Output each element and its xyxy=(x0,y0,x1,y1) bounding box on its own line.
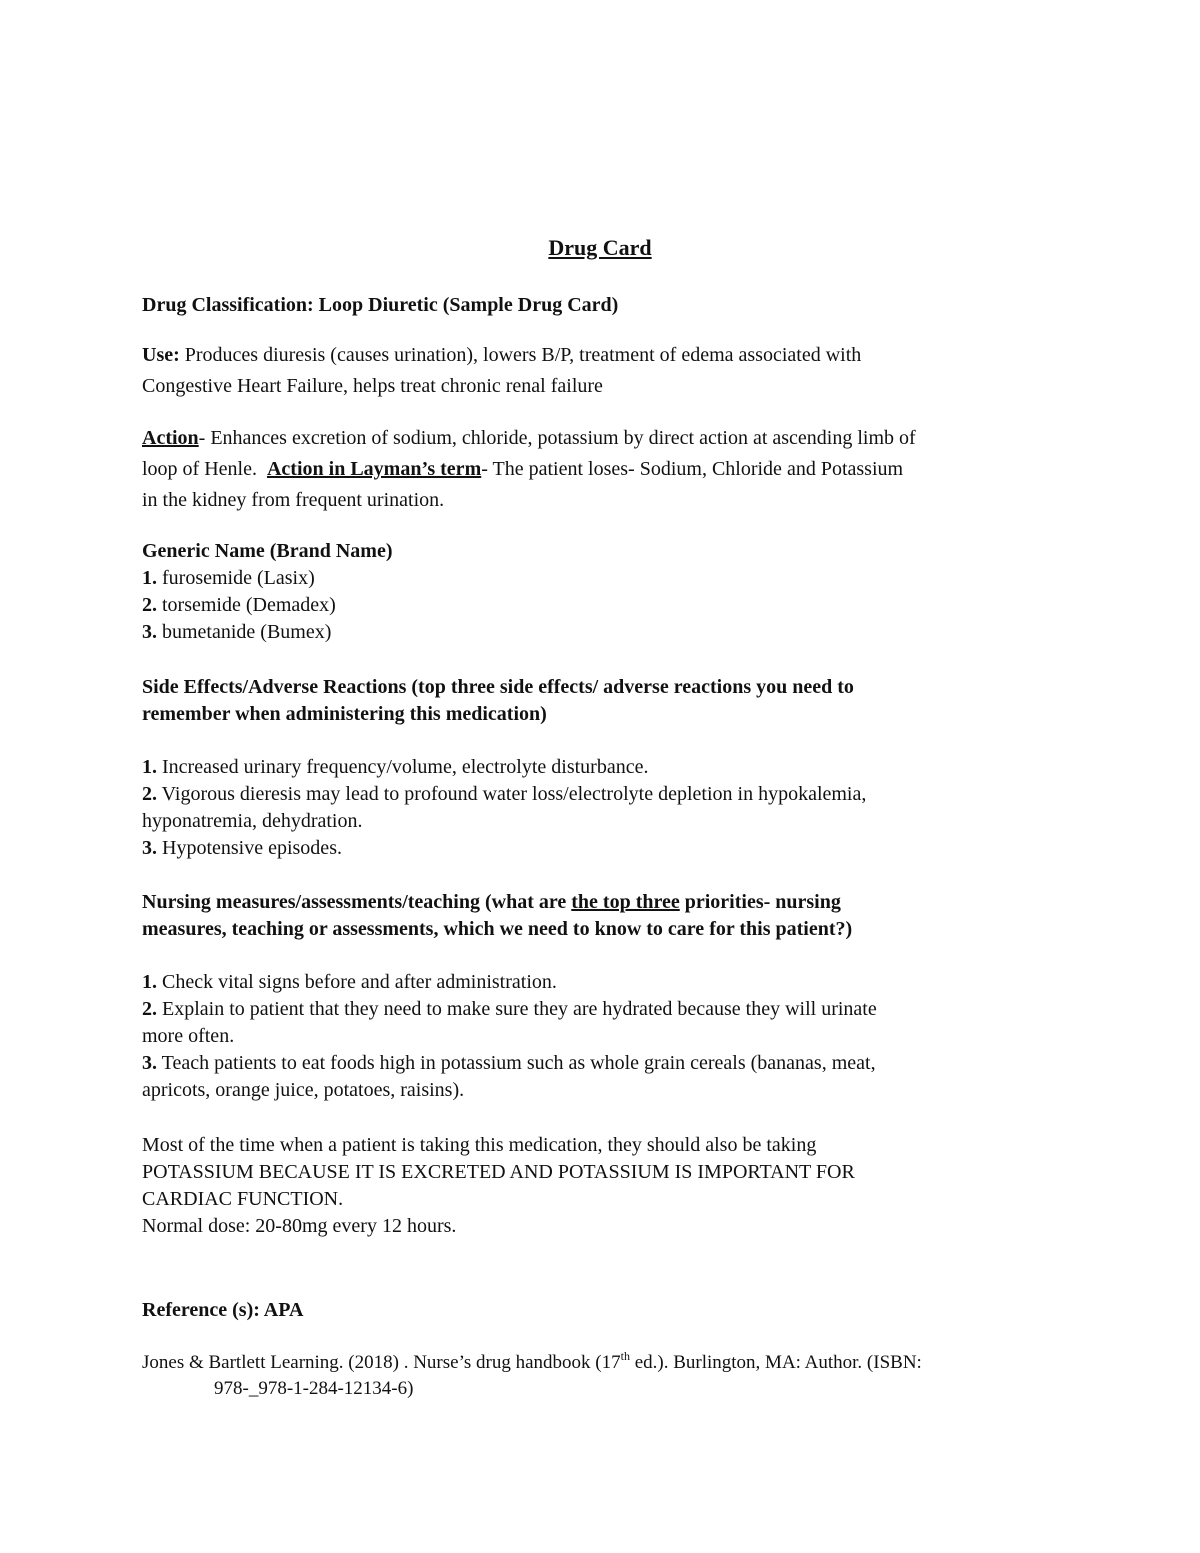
reference-section xyxy=(142,1300,1072,1398)
use-text-line2: Congestive Heart Failure, helps treat chronic renal failure xyxy=(142,375,603,397)
classification-value: Loop Diuretic (Sample Drug Card) xyxy=(318,294,619,316)
page-title: Drug Card xyxy=(548,235,652,260)
classification-label: Drug Classification: xyxy=(142,294,314,316)
drug-classification xyxy=(142,295,1072,315)
nursing-heading-post: priorities- nursing xyxy=(684,891,841,913)
nursing-heading-pre: Nursing measures/assessments/teaching (what are xyxy=(142,891,567,913)
nursing-heading-underlined: the top three xyxy=(571,891,680,913)
reference-citation: Jones & Bartlett Learning. (2018) . Nurse’s drug handbook (17th ed.). Burlington, MA: Author. (ISBN: xyxy=(142,1349,922,1373)
action-section xyxy=(142,428,1072,510)
generic-heading: Generic Name (Brand Name) xyxy=(142,540,393,562)
side-effects-section xyxy=(142,677,1072,858)
action-text-line1: - Enhances excretion of sodium, chloride, potassium by direct action at ascending limb of xyxy=(198,427,916,449)
note-line3: CARDIAC FUNCTION. xyxy=(142,1188,344,1210)
list-item: 2. Explain to patient that they need to make sure they are hydrated because they will urinate xyxy=(142,998,877,1020)
action-text-line3: in the kidney from frequent urination. xyxy=(142,489,445,511)
list-item-continuation: hyponatremia, dehydration. xyxy=(142,810,363,832)
action-text-line2-pre: loop of Henle. xyxy=(142,458,257,480)
list-item: 1. Check vital signs before and after administration. xyxy=(142,971,557,993)
list-item-continuation: apricots, orange juice, potatoes, raisins). xyxy=(142,1079,465,1101)
use-text-line1: Produces diuresis (causes urination), lowers B/P, treatment of edema associated with xyxy=(184,344,862,366)
note-line2: POTASSIUM BECAUSE IT IS EXCRETED AND POTASSIUM IS IMPORTANT FOR xyxy=(142,1161,855,1183)
list-item: 1. furosemide (Lasix) xyxy=(142,567,315,589)
action-layman-label: Action in Layman’s term xyxy=(266,458,482,480)
list-item: 1. Increased urinary frequency/volume, electrolyte disturbance. xyxy=(142,756,649,778)
generic-names-section xyxy=(142,541,1072,642)
list-item-continuation: more often. xyxy=(142,1025,235,1047)
potassium-note xyxy=(142,1135,1072,1236)
nursing-heading-line2: measures, teaching or assessments, which we need to know to care for this patient?) xyxy=(142,918,853,940)
normal-dose: Normal dose: 20-80mg every 12 hours. xyxy=(142,1215,457,1237)
use-section xyxy=(142,345,1072,396)
action-text-line2-post: - The patient loses- Sodium, Chloride and Potassium xyxy=(481,458,904,480)
side-effects-heading-line2: remember when administering this medication) xyxy=(142,703,547,725)
note-line1: Most of the time when a patient is taking this medication, they should also be taking xyxy=(142,1134,817,1156)
list-item: 3. Hypotensive episodes. xyxy=(142,837,342,859)
use-label: Use: xyxy=(142,344,180,366)
reference-isbn: 978-_978-1-284-12134-6) xyxy=(214,1378,414,1399)
nursing-section xyxy=(142,892,1072,1100)
list-item: 2. torsemide (Demadex) xyxy=(142,594,336,616)
list-item: 3. Teach patients to eat foods high in potassium such as whole grain cereals (bananas, meat, xyxy=(142,1052,876,1074)
reference-heading: Reference (s): APA xyxy=(142,1299,304,1321)
side-effects-heading-line1: Side Effects/Adverse Reactions (top three side effects/ adverse reactions you need to xyxy=(142,676,854,698)
list-item: 3. bumetanide (Bumex) xyxy=(142,621,332,643)
action-label: Action xyxy=(142,427,199,449)
list-item: 2. Vigorous dieresis may lead to profound water loss/electrolyte depletion in hypokalemia, xyxy=(142,783,867,805)
